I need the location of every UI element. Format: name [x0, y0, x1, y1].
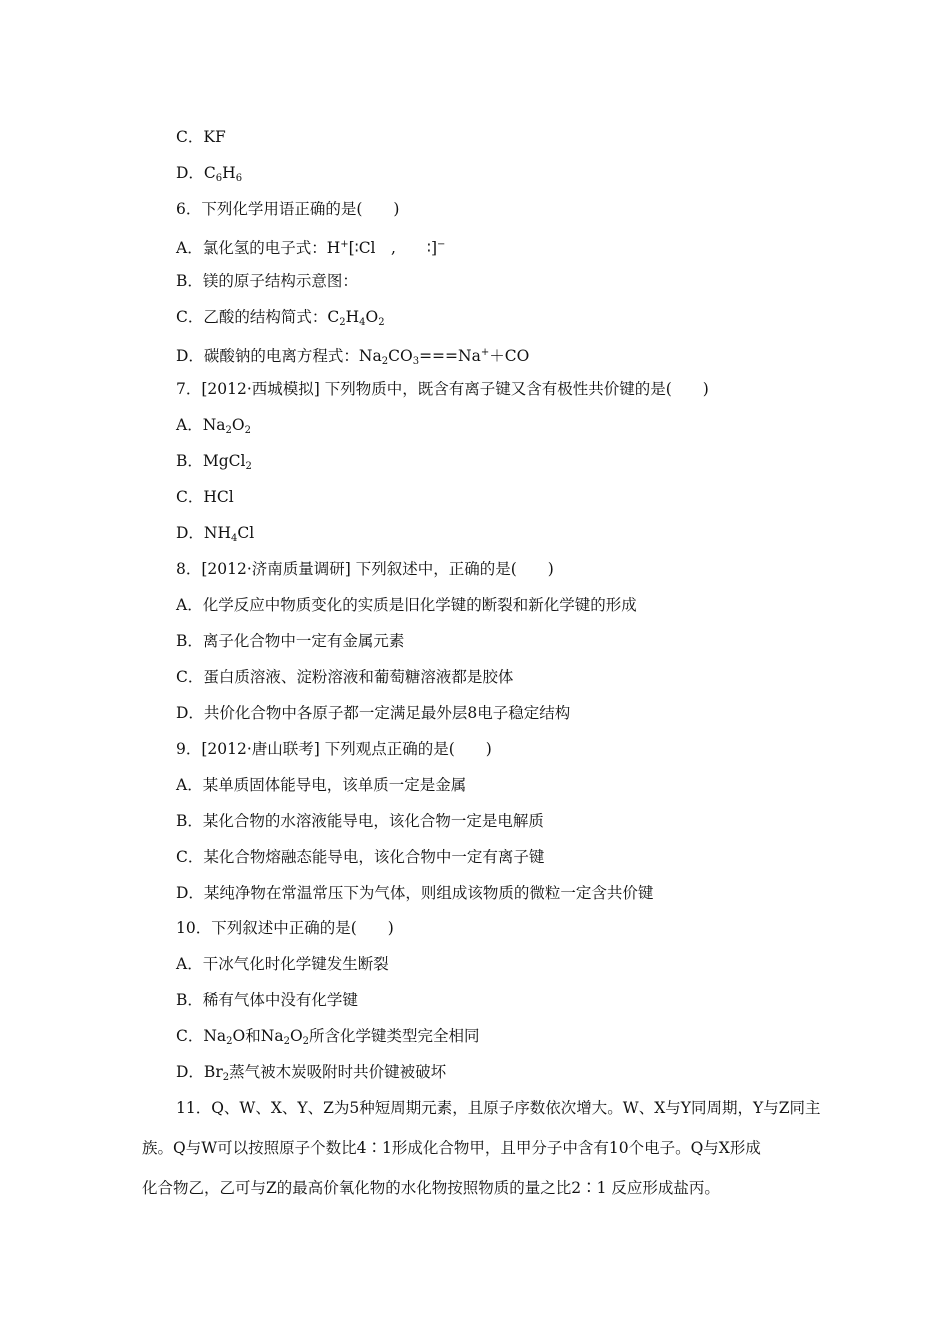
question-9: [176, 739, 820, 759]
q10-option-d: [176, 1062, 820, 1088]
subscript: 2: [302, 1036, 310, 1047]
question-10: [176, 918, 820, 938]
text: C．Na: [176, 1027, 227, 1045]
subscript: 4: [359, 317, 366, 328]
q8-option-b: [176, 631, 820, 651]
subscript: 2: [245, 461, 252, 472]
subscript: 2: [225, 425, 232, 436]
text: B．离子化合物中一定有金属元素: [176, 632, 405, 650]
text: D．Br: [176, 1063, 223, 1081]
text: B．稀有气体中没有化学键: [176, 991, 358, 1009]
subscript: 2: [226, 1036, 233, 1047]
q9-option-c: [176, 847, 820, 867]
text: 11．Q、W、X、Y、Z为5种短周期元素，且原子序数依次增大。W、X与Y同周期，Y与Z同主: [176, 1099, 821, 1117]
text: 蒸气被木炭吸附时共价键被破坏: [229, 1063, 447, 1081]
subscript: 2: [244, 425, 251, 436]
question-11-line-3: [142, 1178, 822, 1198]
question-11-line-1: [176, 1098, 856, 1118]
text: B．MgCl: [176, 452, 246, 470]
text: 所含化学键类型完全相同: [309, 1027, 480, 1045]
q10-option-a: [176, 954, 820, 974]
q10-option-c: [176, 1026, 820, 1052]
q9-option-b: [176, 811, 820, 831]
subscript: 6: [235, 173, 243, 184]
text: O: [231, 416, 245, 434]
text: D．共价化合物中各原子都一定满足最外层8电子稳定结构: [176, 704, 571, 722]
option-d-c6h6: [176, 163, 820, 189]
subscript: 2: [378, 317, 385, 328]
q6-option-b: [176, 271, 820, 291]
text: C．蛋白质溶液、淀粉溶液和葡萄糖溶液都是胶体: [176, 668, 514, 686]
q8-option-a: [176, 595, 820, 615]
text: A．化学反应中物质变化的实质是旧化学键的断裂和新化学键的形成: [176, 596, 637, 614]
superscript: +: [340, 239, 349, 250]
text: ＋CO: [489, 347, 530, 365]
question-6: [176, 199, 820, 219]
text: 族。Q与W可以按照原子个数比4∶1形成化合物甲，且甲分子中含有10个电子。Q与X形成: [142, 1139, 761, 1157]
text: A．某单质固体能导电，该单质一定是金属: [176, 776, 467, 794]
text: CO: [388, 347, 413, 365]
text: C．KF: [176, 128, 226, 146]
subscript: 3: [412, 356, 420, 367]
text: B．某化合物的水溶液能导电，该化合物一定是电解质: [176, 812, 544, 830]
text: 8．[2012·济南质量调研] 下列叙述中，正确的是( ): [176, 560, 554, 578]
text: D．NH: [176, 524, 232, 542]
q9-option-d: [176, 883, 820, 903]
text: A．干冰气化时化学键发生断裂: [176, 955, 389, 973]
subscript: 2: [222, 1072, 230, 1083]
subscript: 2: [283, 1036, 290, 1047]
q8-option-d: [176, 703, 820, 723]
text: D．碳酸钠的电离方程式：Na: [176, 347, 382, 365]
text: O: [365, 308, 379, 326]
question-11-line-2: [142, 1138, 822, 1158]
text: [∶Cl , ∶]: [348, 239, 438, 257]
text: A．氯化氢的电子式：H: [176, 239, 341, 257]
q8-option-c: [176, 667, 820, 687]
text: 7．[2012·西城模拟] 下列物质中，既含有离子键又含有极性共价键的是( ): [176, 380, 709, 398]
q6-option-c: [176, 307, 820, 333]
superscript: +: [480, 347, 490, 358]
text: H: [222, 164, 236, 182]
text: 化合物乙，乙可与Z的最高价氧化物的水化物按照物质的量之比2∶1 反应形成盐丙。: [142, 1179, 720, 1197]
text: ===Na: [419, 347, 481, 365]
text: D．某纯净物在常温常压下为气体，则组成该物质的微粒一定含共价键: [176, 884, 654, 902]
q9-option-a: [176, 775, 820, 795]
superscript: −: [437, 239, 446, 250]
q7-option-b: [176, 451, 820, 477]
text: H: [345, 308, 360, 326]
question-8: [176, 559, 820, 579]
text: 10．下列叙述中正确的是( ): [176, 919, 394, 937]
text: D．C: [176, 164, 216, 182]
text: C．某化合物熔融态能导电，该化合物中一定有离子键: [176, 848, 545, 866]
text: 9．[2012·唐山联考] 下列观点正确的是( ): [176, 740, 492, 758]
text: O: [289, 1027, 303, 1045]
text: Cl: [237, 524, 255, 542]
text: B．镁的原子结构示意图：: [176, 272, 358, 290]
text: C．乙酸的结构简式：C: [176, 308, 340, 326]
subscript: 6: [215, 173, 223, 184]
text: 6．下列化学用语正确的是( ): [176, 200, 400, 218]
subscript: 4: [231, 533, 238, 544]
q6-option-d: [176, 343, 820, 372]
q7-option-d: [176, 523, 820, 549]
subscript: 2: [381, 356, 389, 367]
subscript: 2: [339, 317, 346, 328]
q7-option-a: [176, 415, 820, 441]
q10-option-b: [176, 990, 820, 1010]
question-7: [176, 379, 820, 399]
text: O和Na: [232, 1027, 284, 1045]
option-c-kf: [176, 127, 820, 147]
q7-option-c: [176, 487, 820, 507]
q6-option-a: [176, 235, 820, 258]
text: C．HCl: [176, 488, 234, 506]
text: A．Na: [176, 416, 226, 434]
